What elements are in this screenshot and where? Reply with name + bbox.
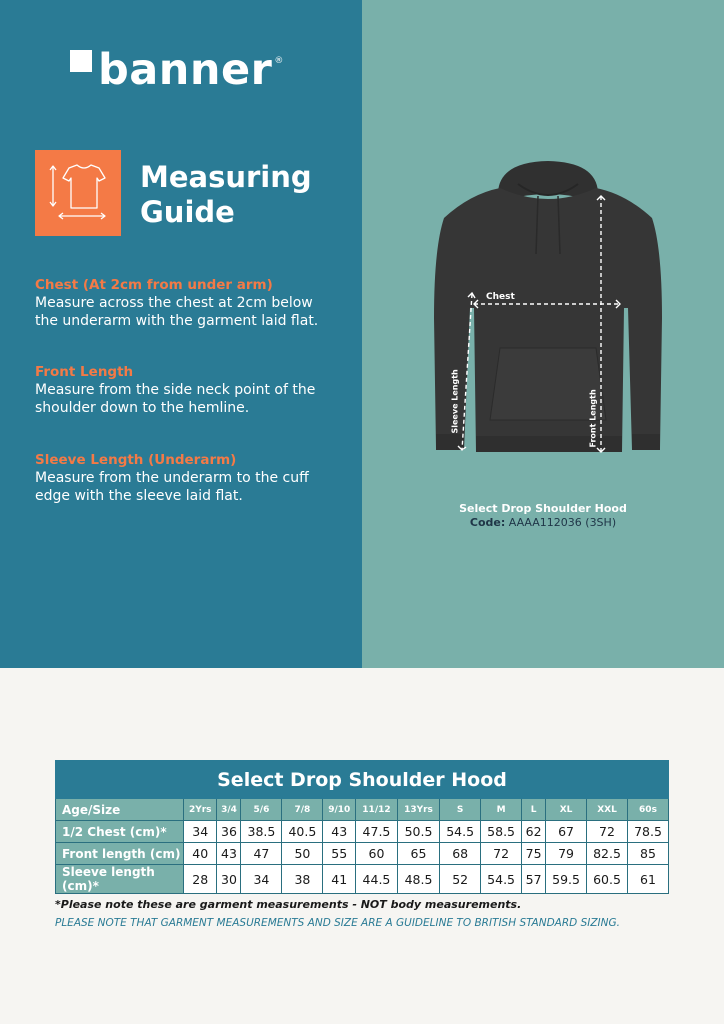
measurement-title: Front Length <box>35 364 134 380</box>
garment-measurement-note: *Please note these are garment measurements - NOT body measurements. <box>55 898 522 911</box>
table-cell: 60 <box>356 843 398 865</box>
table-cell: 40 <box>184 843 217 865</box>
table-cell: 54.5 <box>481 865 522 894</box>
table-cell: 50 <box>282 843 323 865</box>
table-cell: 48.5 <box>397 865 439 894</box>
product-name: Select Drop Shoulder Hood <box>459 502 627 515</box>
table-cell: 85 <box>627 843 668 865</box>
table-cell: 44.5 <box>356 865 398 894</box>
table-cell: 60.5 <box>587 865 628 894</box>
table-cell: 57 <box>522 865 546 894</box>
measurement-front-length <box>35 364 335 417</box>
measurement-desc-line1: Measure from the side neck point of the <box>35 382 316 398</box>
table-cell: 75 <box>522 843 546 865</box>
measurement-title: Chest (At 2cm from under arm) <box>35 277 273 293</box>
measurement-title: Sleeve Length (Underarm) <box>35 452 237 468</box>
table-header-row <box>56 799 669 821</box>
size-header: 60s <box>627 799 668 821</box>
size-header: 7/8 <box>282 799 323 821</box>
table-cell: 54.5 <box>440 821 481 843</box>
table-cell: 65 <box>397 843 439 865</box>
size-header: L <box>522 799 546 821</box>
table-row <box>56 865 669 894</box>
sleeve-length-label: Sleeve Length <box>450 369 460 434</box>
size-header: 3/4 <box>217 799 241 821</box>
guide-title <box>140 160 312 230</box>
table-cell: 47.5 <box>356 821 398 843</box>
table-cell: 72 <box>481 843 522 865</box>
row-label: Front length (cm) <box>56 843 184 865</box>
table-cell: 58.5 <box>481 821 522 843</box>
table-cell: 62 <box>522 821 546 843</box>
logo-text: banner <box>98 45 273 95</box>
table-cell: 34 <box>184 821 217 843</box>
measurement-desc-line2: edge with the sleeve laid flat. <box>35 488 243 504</box>
table-cell: 52 <box>440 865 481 894</box>
size-header: 11/12 <box>356 799 398 821</box>
table-cell: 50.5 <box>397 821 439 843</box>
guide-title-line2: Guide <box>140 195 235 229</box>
table-cell: 55 <box>323 843 356 865</box>
table-cell: 68 <box>440 843 481 865</box>
size-header: XL <box>546 799 587 821</box>
table-cell: 47 <box>241 843 282 865</box>
table-cell: 72 <box>587 821 628 843</box>
table-cell: 82.5 <box>587 843 628 865</box>
size-header: S <box>440 799 481 821</box>
table-cell: 43 <box>217 843 241 865</box>
table-cell: 38.5 <box>241 821 282 843</box>
table-cell: 59.5 <box>546 865 587 894</box>
table-cell: 43 <box>323 821 356 843</box>
table-cell: 79 <box>546 843 587 865</box>
size-header: 5/6 <box>241 799 282 821</box>
table-cell: 40.5 <box>282 821 323 843</box>
measurement-chest <box>35 277 335 330</box>
size-header: 2Yrs <box>184 799 217 821</box>
size-header: 13Yrs <box>397 799 439 821</box>
guide-title-line1: Measuring <box>140 160 312 194</box>
product-code <box>362 516 724 530</box>
left-panel <box>0 0 362 668</box>
table-title: Select Drop Shoulder Hood <box>56 761 669 799</box>
chest-label: Chest <box>486 292 515 302</box>
row-label: Sleeve length (cm)* <box>56 865 184 894</box>
size-header: XXL <box>587 799 628 821</box>
table-cell: 38 <box>282 865 323 894</box>
table-cell: 36 <box>217 821 241 843</box>
front-length-label: Front Length <box>588 389 598 448</box>
table-cell: 28 <box>184 865 217 894</box>
product-code-label: Code: <box>469 516 506 529</box>
hoodie-illustration <box>434 161 662 452</box>
table-cell: 61 <box>627 865 668 894</box>
size-header: M <box>481 799 522 821</box>
measurement-desc-line1: Measure from the underarm to the cuff <box>35 470 309 486</box>
measurement-desc-line2: the underarm with the garment laid flat. <box>35 313 319 329</box>
header-label: Age/Size <box>56 799 184 821</box>
table-cell: 30 <box>217 865 241 894</box>
hoodie-diagram <box>430 158 666 460</box>
measurement-desc-line1: Measure across the chest at 2cm below <box>35 295 313 311</box>
measurement-sleeve-length <box>35 452 335 505</box>
table-cell: 34 <box>241 865 282 894</box>
product-code-value: AAAA112036 (3SH) <box>508 516 617 529</box>
logo-registered-mark: ® <box>274 56 284 66</box>
sizing-guideline-note: PLEASE NOTE THAT GARMENT MEASUREMENTS AND SIZE ARE A GUIDELINE TO BRITISH STANDARD SIZING. <box>55 917 620 929</box>
row-label: 1/2 Chest (cm)* <box>56 821 184 843</box>
table-row <box>56 843 669 865</box>
measurement-desc-line2: shoulder down to the hemline. <box>35 400 250 416</box>
size-header: 9/10 <box>323 799 356 821</box>
table-cell: 41 <box>323 865 356 894</box>
table-cell: 67 <box>546 821 587 843</box>
table-cell: 78.5 <box>627 821 668 843</box>
tshirt-measure-icon <box>35 150 121 236</box>
banner-logo <box>70 45 284 95</box>
size-chart-table <box>55 760 669 894</box>
table-row <box>56 821 669 843</box>
logo-square-mark <box>70 50 92 72</box>
